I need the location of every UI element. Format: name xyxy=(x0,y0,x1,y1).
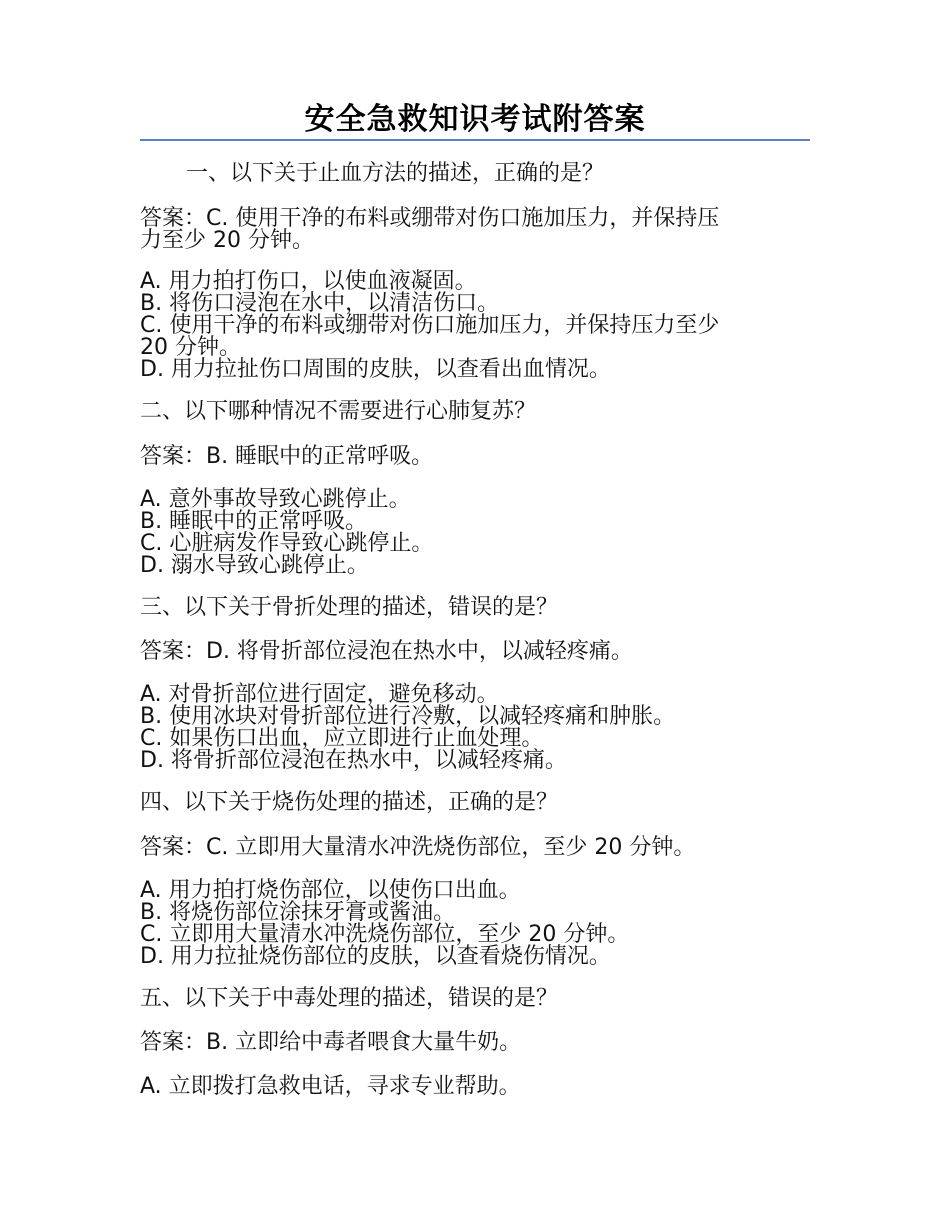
title-underline xyxy=(140,139,810,141)
q4-option-d: D. 用力拉扯烧伤部位的皮肤，以查看烧伤情况。 xyxy=(140,944,611,969)
question-1: 一、以下关于止血方法的描述，正确的是？ xyxy=(186,161,605,186)
q3-option-c: C. 如果伤口出血，应立即进行止血处理。 xyxy=(140,726,544,751)
q1-option-a: A. 用力拍打伤口，以使血液凝固。 xyxy=(140,269,477,294)
q4-option-b: B. 将烧伤部位涂抹牙膏或酱油。 xyxy=(140,900,456,925)
question-3: 三、以下关于骨折处理的描述，错误的是？ xyxy=(140,595,559,620)
q1-option-d: D. 用力拉扯伤口周围的皮肤，以查看出血情况。 xyxy=(140,357,611,382)
question-5: 五、以下关于中毒处理的描述，错误的是？ xyxy=(140,986,559,1011)
answer-2: 答案：B. 睡眠中的正常呼吸。 xyxy=(140,444,434,469)
q1-option-b: B. 将伤口浸泡在水中，以清洁伤口。 xyxy=(140,291,500,316)
question-2: 二、以下哪种情况不需要进行心肺复苏？ xyxy=(140,399,537,424)
answer-1-line-2: 力至少 20 分钟。 xyxy=(140,228,314,253)
answer-1-line-1: 答案：C. 使用干净的布料或绷带对伤口施加压力，并保持压 xyxy=(140,206,720,231)
answer-3: 答案：D. 将骨折部位浸泡在热水中，以减轻疼痛。 xyxy=(140,639,633,664)
q3-option-d: D. 将骨折部位浸泡在热水中，以减轻疼痛。 xyxy=(140,748,567,773)
answer-4: 答案：C. 立即用大量清水冲洗烧伤部位，至少 20 分钟。 xyxy=(140,835,696,860)
q2-option-d: D. 溺水导致心跳停止。 xyxy=(140,553,369,578)
question-4: 四、以下关于烧伤处理的描述，正确的是？ xyxy=(140,790,559,815)
q2-option-b: B. 睡眠中的正常呼吸。 xyxy=(140,509,368,534)
q2-option-a: A. 意外事故导致心跳停止。 xyxy=(140,487,411,512)
answer-5: 答案：B. 立即给中毒者喂食大量牛奶。 xyxy=(140,1030,522,1055)
q1-option-c-line-2: 20 分钟。 xyxy=(140,335,241,360)
q4-option-c: C. 立即用大量清水冲洗烧伤部位，至少 20 分钟。 xyxy=(140,922,630,947)
q1-option-c-line-1: C. 使用干净的布料或绷带对伤口施加压力，并保持压力至少 xyxy=(140,313,720,338)
q3-option-a: A. 对骨折部位进行固定，避免移动。 xyxy=(140,682,499,707)
page-title: 安全急救知识考试附答案 xyxy=(304,102,646,137)
q5-option-a: A. 立即拨打急救电话，寻求专业帮助。 xyxy=(140,1074,521,1099)
q2-option-c: C. 心脏病发作导致心跳停止。 xyxy=(140,531,434,556)
q4-option-a: A. 用力拍打烧伤部位，以使伤口出血。 xyxy=(140,878,521,903)
q3-option-b: B. 使用冰块对骨折部位进行冷敷，以减轻疼痛和肿胀。 xyxy=(140,704,676,729)
